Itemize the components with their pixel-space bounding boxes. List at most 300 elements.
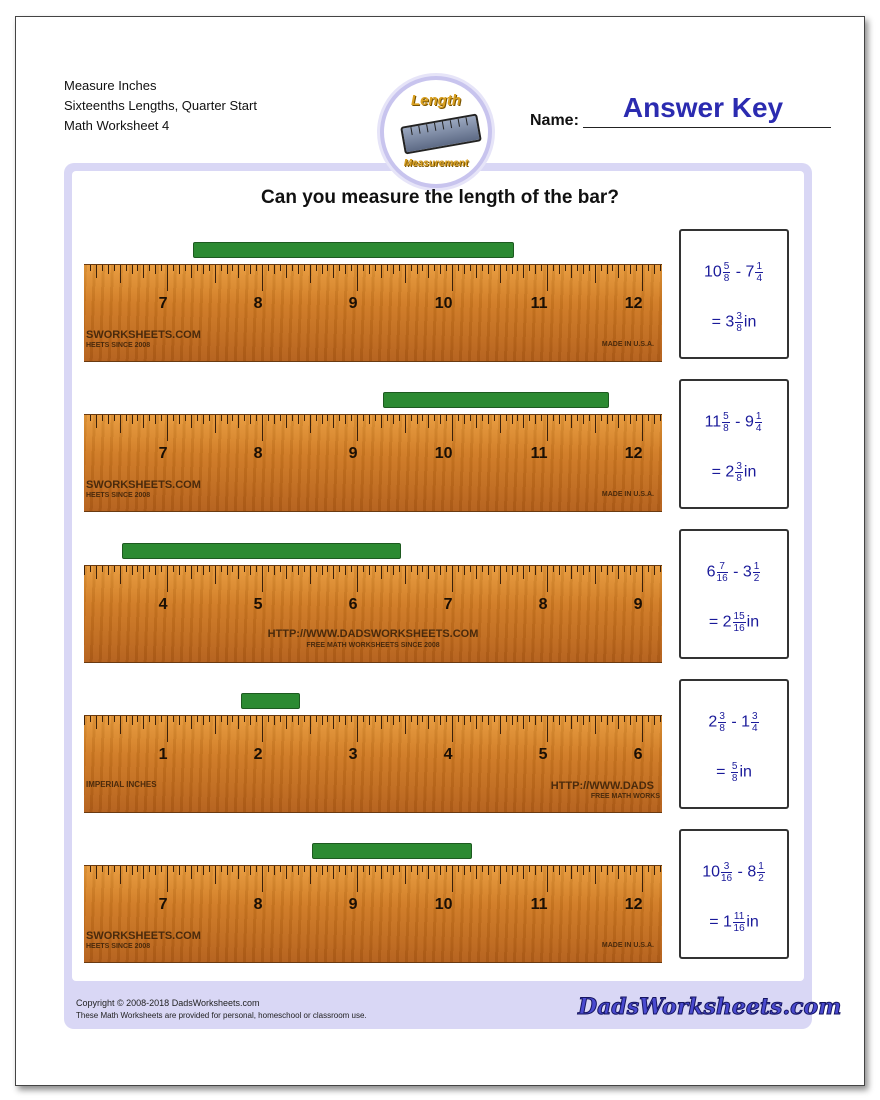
ruler-number: 12 [624, 295, 643, 312]
unit-label: in [746, 613, 760, 631]
ruler-tick [126, 716, 127, 722]
ruler-tick [607, 265, 608, 274]
measured-bar [312, 843, 472, 859]
ruler-tick [547, 415, 548, 441]
ruler-tick [244, 566, 245, 572]
ruler-tick [648, 716, 649, 722]
ruler-tick [179, 415, 180, 424]
ruler-right-text: HTTP://WWW.DADS [550, 780, 654, 792]
ruler-tick [636, 716, 637, 722]
ruler-tick [369, 415, 370, 424]
ruler-tick [624, 866, 625, 872]
numerator: 7 [717, 561, 728, 573]
ruler-tick [149, 566, 150, 572]
ruler-tick [428, 415, 429, 428]
fraction [757, 861, 765, 884]
ruler-tick [137, 265, 138, 271]
ruler-tick [624, 415, 625, 421]
ruler-tick [132, 415, 133, 424]
fraction [718, 711, 726, 734]
ruler-tick [434, 415, 435, 421]
ruler-tick [589, 566, 590, 572]
ruler-tick [607, 566, 608, 575]
subtraction-expression [681, 711, 787, 734]
ruler-tick [422, 866, 423, 872]
ruler-tick [126, 265, 127, 271]
ruler-tick [512, 265, 513, 274]
ruler-tick [541, 566, 542, 572]
ruler-brand-subtext: HEETS SINCE 2008 [86, 492, 151, 499]
measured-bar [241, 693, 300, 709]
ruler-tick [458, 265, 459, 271]
ruler-tick [262, 265, 263, 291]
ruler-tick [523, 415, 524, 428]
ruler-brand-subtext: HEETS SINCE 2008 [86, 342, 151, 349]
ruler-tick [149, 415, 150, 421]
ruler-tick [458, 566, 459, 572]
ruler-tick [96, 716, 97, 729]
ruler-tick [90, 415, 91, 421]
ruler-tick [238, 716, 239, 729]
result-whole: = 2 [708, 613, 732, 631]
ruler-tick [624, 265, 625, 271]
ruler-tick [114, 866, 115, 872]
ruler-tick [256, 415, 257, 421]
ruler-tick [595, 866, 596, 884]
ruler-number: 12 [624, 445, 643, 462]
ruler-tick [351, 415, 352, 421]
ruler-tick [155, 566, 156, 575]
ruler-tick [541, 265, 542, 271]
result-whole: = [716, 763, 730, 781]
ruler-tick [268, 566, 269, 572]
ruler-tick [517, 716, 518, 722]
ruler-tick [571, 866, 572, 879]
ruler-tick [108, 265, 109, 274]
ruler-tick [203, 265, 204, 274]
ruler-tick [482, 265, 483, 271]
ruler-tick [506, 265, 507, 271]
ruler-tick [375, 566, 376, 572]
ruler [84, 414, 662, 512]
ruler-tick [577, 415, 578, 421]
ruler-tick [96, 265, 97, 278]
ruler-tick [523, 716, 524, 729]
ruler-tick [607, 866, 608, 875]
ruler-tick [363, 716, 364, 722]
ruler-tick [345, 415, 346, 424]
ruler-tick [310, 415, 311, 433]
ruler-number: 6 [633, 746, 643, 763]
ruler-tick [143, 866, 144, 879]
numerator: 3 [721, 861, 732, 873]
ruler-tick [339, 716, 340, 722]
ruler-tick [209, 866, 210, 872]
ruler-tick [452, 265, 453, 291]
ruler-tick [345, 716, 346, 725]
ruler-tick [512, 866, 513, 875]
ruler-tick [292, 566, 293, 572]
ruler-tick [161, 716, 162, 722]
ruler-tick [553, 866, 554, 872]
ruler-right-text: MADE IN U.S.A. [601, 491, 654, 498]
ruler-tick [327, 415, 328, 421]
question-text: Can you measure the length of the bar? [261, 187, 619, 208]
ruler-tick [280, 566, 281, 572]
ruler-tick [601, 265, 602, 271]
ruler-tick [114, 566, 115, 572]
ruler-tick [310, 716, 311, 734]
ruler-tick [393, 716, 394, 725]
ruler-tick [482, 866, 483, 872]
ruler-tick [381, 866, 382, 879]
ruler-tick [470, 716, 471, 722]
ruler-tick [648, 866, 649, 872]
ruler-tick [274, 265, 275, 274]
ruler-tick [405, 415, 406, 433]
ruler-number: 8 [253, 445, 263, 462]
ruler-tick [209, 415, 210, 421]
ruler-number: 9 [633, 596, 643, 613]
ruler-tick [589, 415, 590, 421]
ruler-tick [327, 716, 328, 722]
ruler-tick [256, 716, 257, 722]
ruler-tick [304, 566, 305, 572]
ruler-tick [642, 716, 643, 742]
ruler-tick [523, 866, 524, 879]
fraction [721, 861, 732, 884]
ruler-tick [322, 716, 323, 725]
denominator: 8 [723, 423, 729, 434]
ruler-tick [583, 566, 584, 575]
ruler-tick [227, 866, 228, 875]
ruler-tick [203, 415, 204, 424]
ruler-tick [167, 415, 168, 441]
ruler-tick [559, 866, 560, 875]
ruler-tick [529, 866, 530, 872]
ruler-tick [470, 866, 471, 872]
ruler-tick [607, 415, 608, 424]
ruler-tick [286, 566, 287, 579]
ruler-tick [132, 566, 133, 575]
ruler-tick [618, 415, 619, 428]
ruler-tick [298, 866, 299, 875]
ruler-tick [405, 716, 406, 734]
ruler-tick [411, 716, 412, 722]
ruler-tick [571, 415, 572, 428]
ruler-tick [393, 866, 394, 875]
ruler-tick [612, 566, 613, 572]
footer-note: These Math Worksheets are provided for personal, homeschool or classroom use. [76, 1011, 367, 1020]
ruler-tick [232, 415, 233, 421]
dadsworksheets-logo: DadsWorksheets.com [578, 994, 842, 1020]
ruler-tick [595, 566, 596, 584]
ruler-tick [494, 415, 495, 421]
ruler-tick [642, 566, 643, 592]
ruler-tick [577, 265, 578, 271]
result-whole: = 3 [711, 313, 735, 331]
subtraction-expression [681, 411, 787, 434]
ruler-tick [197, 265, 198, 271]
ruler-tick [173, 265, 174, 271]
minus-sign: - [728, 563, 743, 581]
ruler-tick [422, 265, 423, 271]
ruler-tick [535, 566, 536, 575]
ruler-tick [232, 265, 233, 271]
ruler-tick [440, 415, 441, 424]
ruler-right-text: MADE IN U.S.A. [601, 341, 654, 348]
ruler-tick [179, 265, 180, 274]
ruler-brand-subtext: HEETS SINCE 2008 [86, 943, 151, 950]
name-field-line [583, 127, 831, 128]
ruler-tick [428, 866, 429, 879]
ruler-tick [636, 415, 637, 421]
ruler-tick [191, 716, 192, 729]
measured-bar [383, 392, 609, 408]
ruler-tick [155, 866, 156, 875]
ruler-tick [636, 265, 637, 271]
denominator: 8 [731, 773, 738, 784]
ruler-tick [149, 265, 150, 271]
ruler-tick [227, 716, 228, 725]
ruler-tick [583, 716, 584, 725]
ruler-tick [120, 415, 121, 433]
ruler-tick [553, 265, 554, 271]
ruler-tick [215, 566, 216, 584]
fraction [735, 461, 743, 484]
ruler-tick [428, 265, 429, 278]
header-line-2: Sixteenths Lengths, Quarter Start [64, 98, 257, 113]
ruler-tick [298, 716, 299, 725]
fraction [755, 411, 763, 434]
ruler-tick [529, 415, 530, 421]
ruler-tick [547, 265, 548, 291]
ruler-tick [381, 265, 382, 278]
ruler-tick [440, 716, 441, 725]
ruler-tick [654, 265, 655, 274]
ruler-tick [333, 265, 334, 278]
ruler-tick [648, 566, 649, 572]
ruler-tick [238, 566, 239, 579]
ruler-number: 8 [253, 896, 263, 913]
fraction [731, 761, 739, 784]
minuend-whole: 10 [703, 263, 722, 281]
ruler-tick [149, 716, 150, 722]
ruler-tick [482, 716, 483, 722]
ruler-tick [417, 866, 418, 875]
ruler-tick [351, 716, 352, 722]
ruler-tick [565, 265, 566, 271]
ruler-tick [167, 265, 168, 291]
ruler-tick [440, 265, 441, 274]
numerator: 3 [736, 461, 742, 472]
ruler-tick [601, 566, 602, 572]
ruler-tick [262, 866, 263, 892]
length-measurement-badge [380, 76, 492, 188]
ruler-number: 9 [348, 295, 358, 312]
ruler-tick [203, 716, 204, 725]
subtrahend-whole: 1 [741, 713, 751, 731]
ruler-tick [523, 566, 524, 579]
ruler-tick [399, 265, 400, 271]
ruler-tick [422, 716, 423, 722]
ruler-tick [286, 866, 287, 879]
unit-label: in [743, 313, 757, 331]
ruler-tick [173, 566, 174, 572]
ruler-tick [553, 566, 554, 572]
ruler-tick [322, 866, 323, 875]
ruler-tick [227, 415, 228, 424]
ruler-tick [357, 866, 358, 892]
ruler-tick [126, 866, 127, 872]
ruler-tick [660, 265, 661, 271]
ruler-tick [411, 566, 412, 572]
ruler-tick [256, 265, 257, 271]
ruler-tick [500, 566, 501, 584]
subtrahend-whole: 3 [742, 563, 752, 581]
ruler-tick [310, 866, 311, 884]
ruler-tick [143, 566, 144, 579]
ruler-number: 7 [158, 445, 168, 462]
ruler-tick [476, 866, 477, 879]
ruler-tick [399, 866, 400, 872]
ruler-tick [132, 716, 133, 725]
ruler-tick [268, 265, 269, 271]
ruler-tick [523, 265, 524, 278]
ruler [84, 865, 662, 963]
ruler-number: 11 [530, 445, 548, 462]
ruler-tick [577, 566, 578, 572]
ruler-tick [108, 566, 109, 575]
ruler-tick [197, 866, 198, 872]
ruler-tick [595, 716, 596, 734]
ruler-tick [571, 265, 572, 278]
ruler-tick [298, 566, 299, 575]
ruler-tick [197, 415, 198, 421]
ruler-tick [464, 265, 465, 274]
ruler-tick [179, 716, 180, 725]
ruler-number: 1 [158, 746, 168, 763]
ruler-tick [387, 566, 388, 572]
fraction [722, 411, 730, 434]
fraction [733, 611, 746, 634]
ruler-tick [227, 566, 228, 575]
ruler-tick [310, 566, 311, 584]
ruler-tick [191, 866, 192, 879]
ruler-tick [333, 566, 334, 579]
numerator: 3 [752, 711, 758, 722]
ruler-tick [102, 415, 103, 421]
ruler-tick [393, 415, 394, 424]
ruler-tick [132, 265, 133, 274]
ruler-tick [612, 716, 613, 722]
minus-sign: - [733, 863, 748, 881]
ruler-number: 8 [253, 295, 263, 312]
ruler-number: 10 [434, 445, 453, 462]
ruler-tick [327, 866, 328, 872]
ruler-tick [452, 566, 453, 592]
ruler-tick [529, 265, 530, 271]
ruler-tick [440, 866, 441, 875]
ruler-tick [185, 716, 186, 722]
ruler-tick [387, 265, 388, 271]
ruler-tick [612, 866, 613, 872]
ruler-tick [500, 415, 501, 433]
ruler-tick [399, 415, 400, 421]
ruler-tick [648, 265, 649, 271]
ruler-number: 10 [434, 896, 453, 913]
ruler-tick [369, 716, 370, 725]
ruler-tick [434, 566, 435, 572]
ruler-tick [393, 566, 394, 575]
ruler-tick [322, 265, 323, 274]
ruler-tick [375, 265, 376, 271]
ruler-tick [452, 415, 453, 441]
ruler-tick [458, 866, 459, 872]
ruler-tick [286, 415, 287, 428]
ruler-tick [215, 866, 216, 884]
ruler-tick [161, 415, 162, 421]
ruler-number: 5 [253, 596, 263, 613]
ruler-tick [244, 265, 245, 271]
ruler-tick [149, 866, 150, 872]
ruler-tick [363, 415, 364, 421]
unit-label: in [739, 763, 752, 781]
ruler-tick [624, 716, 625, 722]
ruler-tick [322, 566, 323, 575]
ruler-tick [375, 716, 376, 722]
ruler-tick [339, 566, 340, 572]
ruler-tick [381, 415, 382, 428]
answer-box [679, 829, 789, 959]
ruler-tick [250, 566, 251, 575]
ruler-tick [547, 566, 548, 592]
ruler-tick [559, 566, 560, 575]
ruler-tick [161, 866, 162, 872]
ruler-tick [506, 866, 507, 872]
ruler-tick [262, 415, 263, 441]
ruler-tick [191, 415, 192, 428]
ruler-tick [137, 415, 138, 421]
header-line-3: Math Worksheet 4 [64, 118, 170, 133]
ruler-tick [274, 566, 275, 575]
ruler-tick [250, 415, 251, 424]
ruler-tick [185, 566, 186, 572]
ruler-url-text: HTTP://WWW.DADSWORKSHEETS.COM [267, 628, 479, 640]
answer-box [679, 529, 789, 659]
ruler-tick [197, 566, 198, 572]
ruler-tick [512, 566, 513, 575]
ruler-tick [274, 716, 275, 725]
ruler-tick [316, 866, 317, 872]
ruler-tick [345, 866, 346, 875]
ruler-tick [262, 716, 263, 742]
ruler-tick [215, 265, 216, 283]
ruler-tick [351, 265, 352, 271]
ruler-tick [351, 866, 352, 872]
ruler-tick [476, 265, 477, 278]
ruler-tick [601, 415, 602, 421]
ruler-tick [286, 716, 287, 729]
ruler-tick [618, 566, 619, 579]
ruler-tick [316, 716, 317, 722]
ruler-tick [143, 265, 144, 278]
ruler-tick [137, 716, 138, 722]
ruler-tick [369, 866, 370, 875]
ruler-tick [470, 566, 471, 572]
ruler-tick [577, 716, 578, 722]
subtraction-expression [681, 561, 787, 584]
